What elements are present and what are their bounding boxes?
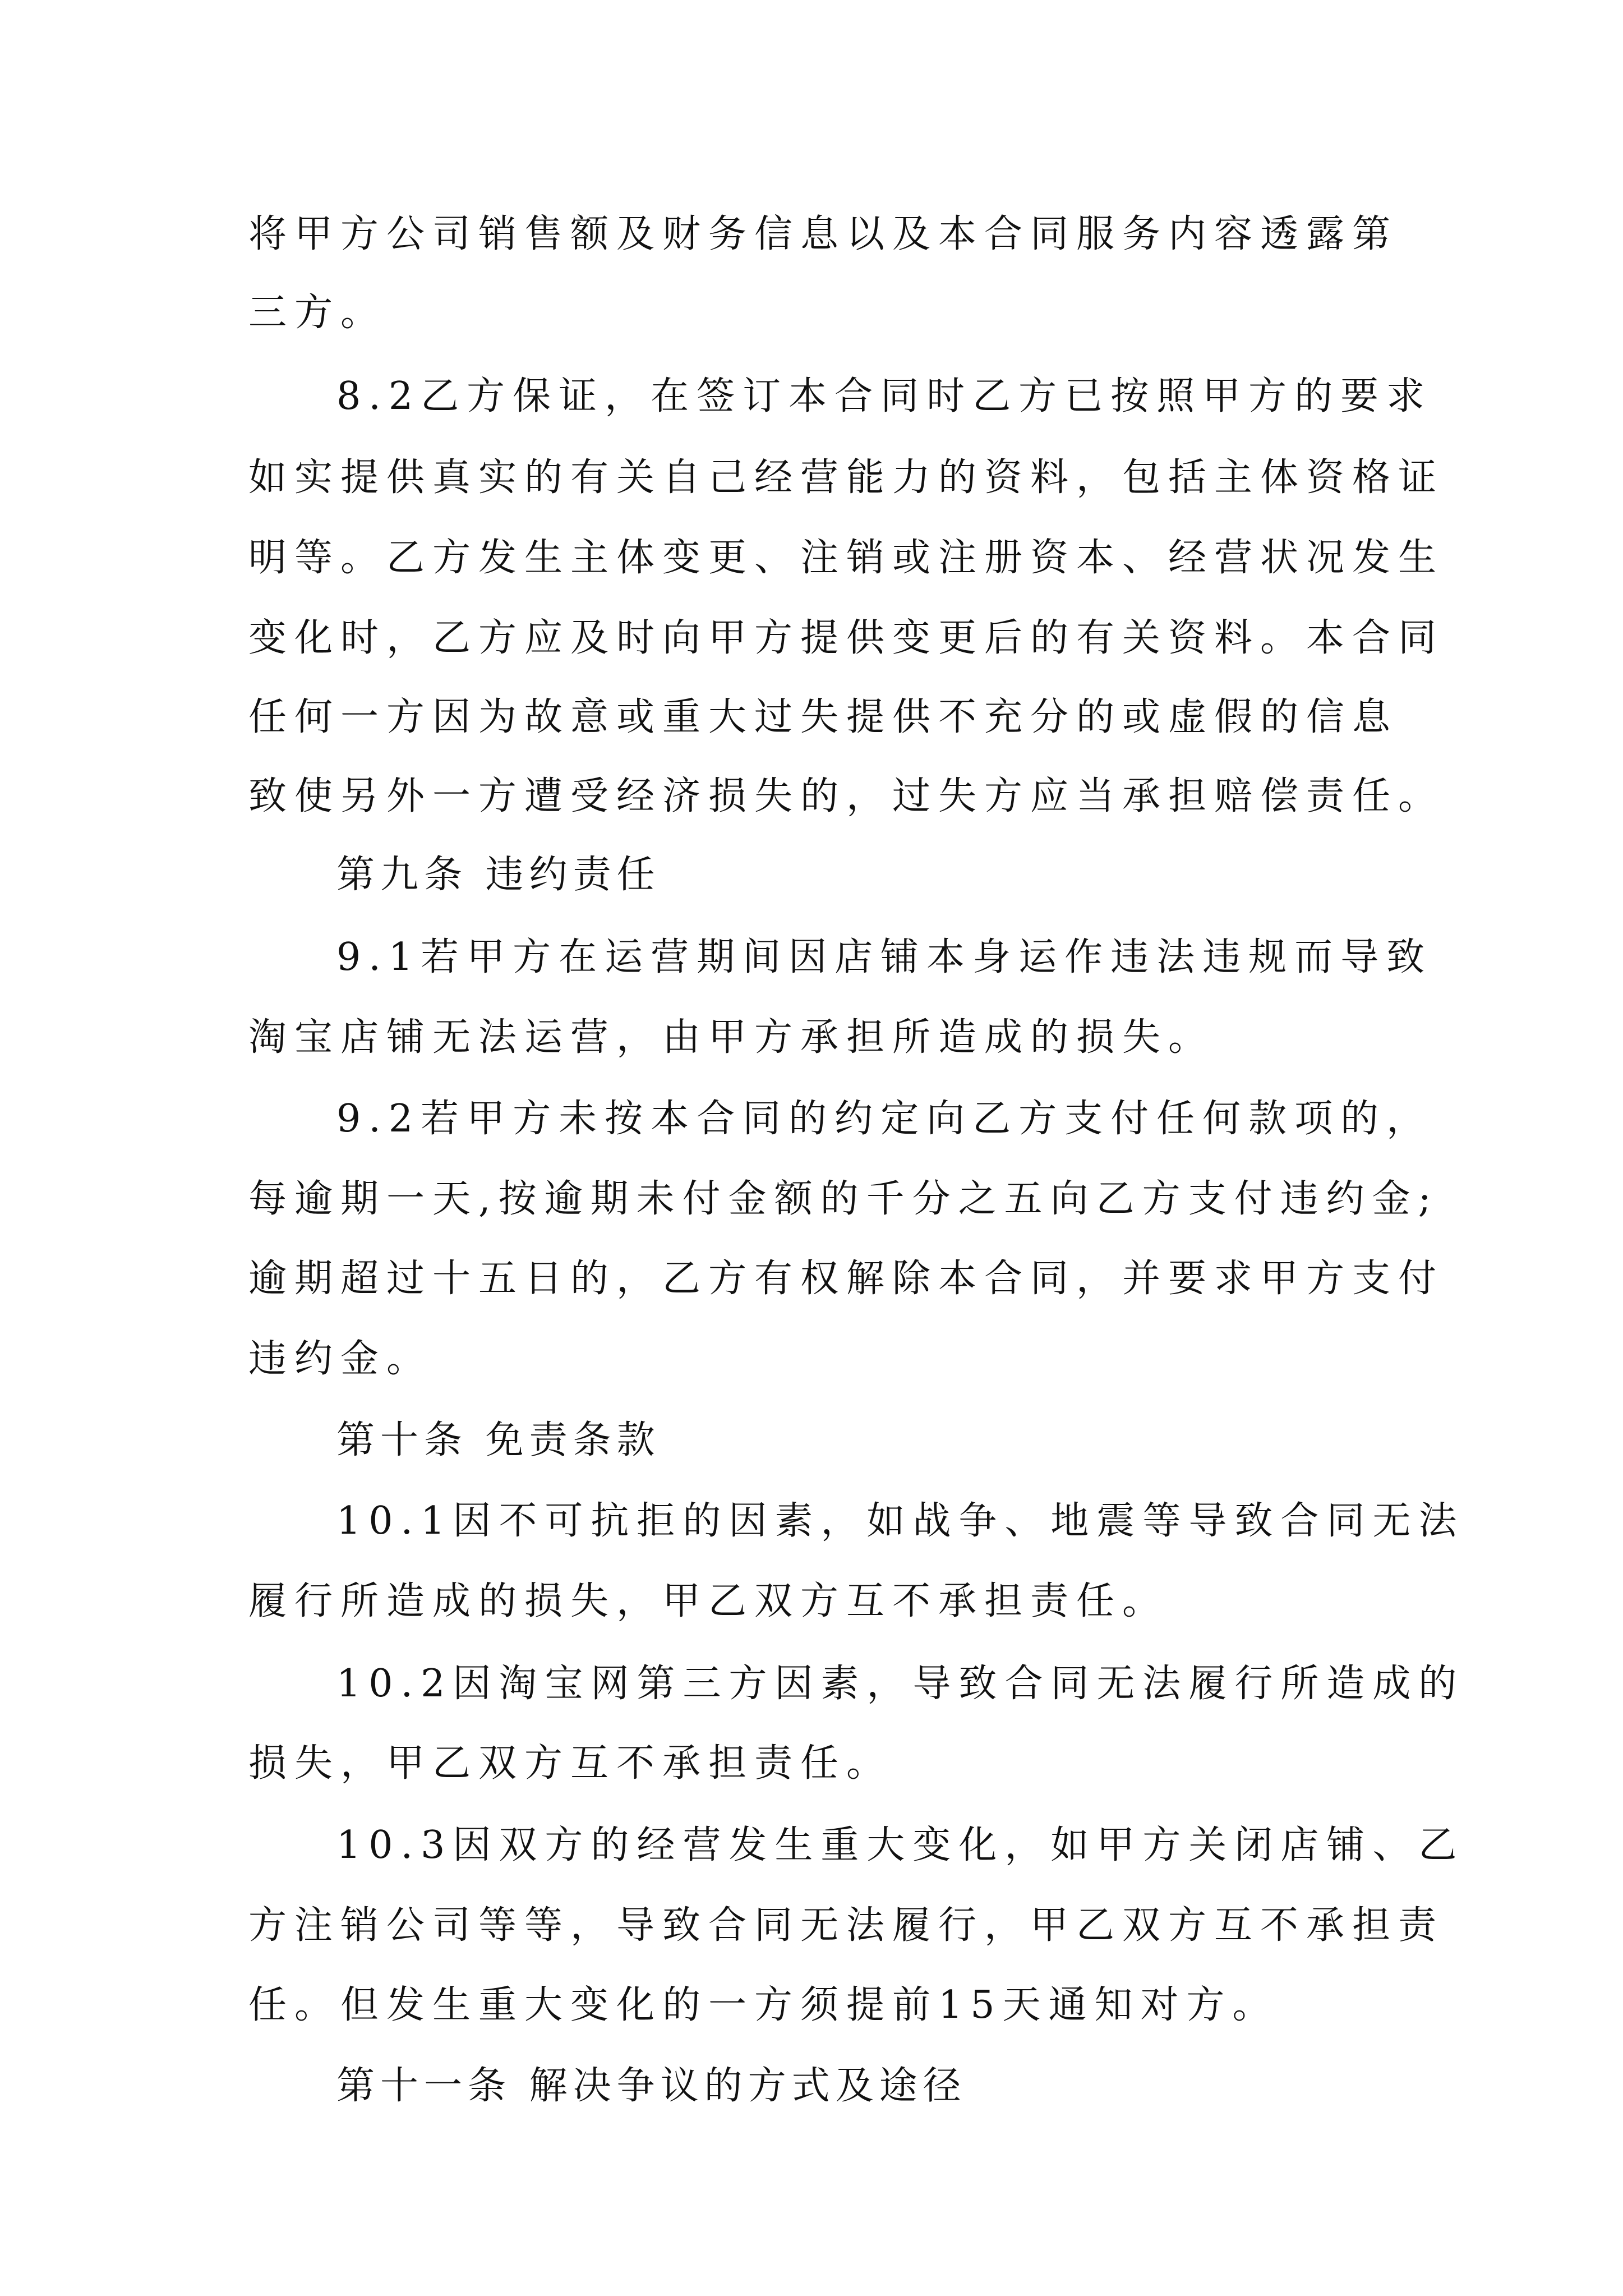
paragraph-8-2-start: 8.2乙方保证，在签订本合同时乙方已按照甲方的要求: [336, 374, 1433, 418]
paragraph-10-2-start: 10.2因淘宝网第三方因素，导致合同无法履行所造成的: [336, 1662, 1465, 1706]
text-line: 淘宝店铺无法运营，由甲方承担所造成的损失。: [248, 1015, 1215, 1060]
section-heading-11: 第十一条 解决争议的方式及途径: [336, 2064, 967, 2108]
text-line: 逾期超过十五日的，乙方有权解除本合同，并要求甲方支付: [248, 1257, 1445, 1301]
text-line: 损失，甲乙双方互不承担责任。: [248, 1741, 893, 1786]
text-line: 违约金。: [248, 1337, 433, 1381]
paragraph-9-1-start: 9.1若甲方在运营期间因店铺本身运作违法违规而导致: [336, 935, 1433, 979]
text-line: 履行所造成的损失，甲乙双方互不承担责任。: [248, 1579, 1169, 1623]
text-line: 将甲方公司销售额及财务信息以及本合同服务内容透露第: [248, 212, 1399, 256]
text-line: 变化时，乙方应及时向甲方提供变更后的有关资料。本合同: [248, 616, 1445, 660]
paragraph-10-1-start: 10.1因不可抗拒的因素，如战争、地震等导致合同无法: [336, 1499, 1465, 1543]
text-line: 任何一方因为故意或重大过失提供不充分的或虚假的信息: [248, 695, 1399, 739]
text-line: 方注销公司等等，导致合同无法履行，甲乙双方互不承担责: [248, 1903, 1445, 1948]
text-line: 三方。: [248, 291, 387, 335]
section-heading-9: 第九条 违约责任: [336, 853, 661, 897]
section-heading-10: 第十条 免责条款: [336, 1418, 661, 1462]
paragraph-10-3-start: 10.3因双方的经营发生重大变化，如甲方关闭店铺、乙: [336, 1823, 1465, 1867]
text-line: 致使另外一方遭受经济损失的，过失方应当承担赔偿责任。: [248, 774, 1445, 818]
paragraph-9-2-start: 9.2若甲方未按本合同的约定向乙方支付任何款项的，: [336, 1097, 1433, 1141]
text-line: 明等。乙方发生主体变更、注销或注册资本、经营状况发生: [248, 536, 1445, 580]
text-line: 如实提供真实的有关自己经营能力的资料，包括主体资格证: [248, 455, 1445, 500]
text-line: 每逾期一天,按逾期未付金额的千分之五向乙方支付违约金;: [248, 1177, 1439, 1221]
text-line: 任。但发生重大变化的一方须提前15天通知对方。: [248, 1983, 1279, 2027]
